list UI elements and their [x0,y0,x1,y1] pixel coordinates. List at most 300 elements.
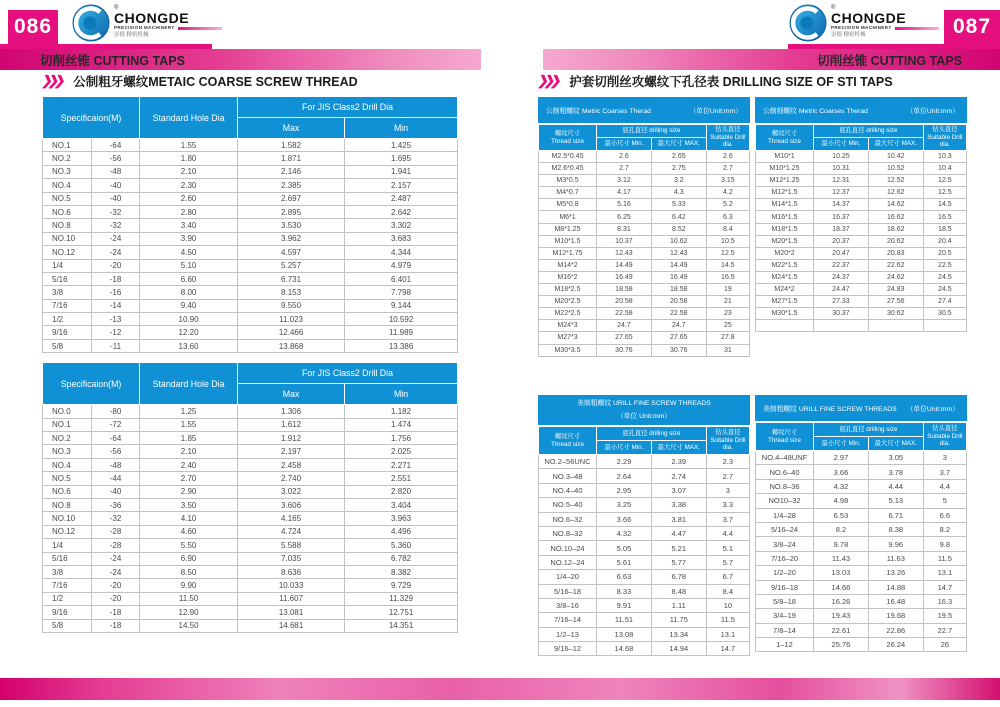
table-cell: NO.8 [43,219,92,232]
col-group-drilling: 底孔直径 drilling size [597,427,707,441]
table-cell: NO.0 [43,405,92,418]
table-row [539,320,750,332]
table-cell: 4.32 [814,479,869,493]
col-group-jis: For JIS Class2 Drill Dia [238,363,458,384]
page-number-badge-left: 086 [8,10,58,44]
table-cell: 2.7 [706,163,749,175]
table-row [756,580,967,594]
section-bar-label: 切削丝锥 CUTTING TAPS [40,53,185,68]
table-cell: 3.530 [238,219,345,232]
table-cell: 19.5 [923,609,966,623]
table-cell: NO.2 [43,432,92,445]
table-cell: NO.3 [43,165,92,178]
table-cell: -20 [91,579,139,592]
table-cell: 19 [706,284,749,296]
table-cell: 13.08 [597,627,652,641]
table-cell: 10.42 [868,151,923,163]
table-cell: 2.740 [238,472,345,485]
table-cell: 14.681 [238,619,345,632]
table-cell: 6.731 [238,272,345,285]
table-cell: 2.97 [814,451,869,465]
table-cell: 16.3 [923,594,966,608]
table-cell: 14.49 [651,259,706,271]
table-cell: 10.31 [814,163,869,175]
table-cell: 5/16–18 [539,584,597,598]
table-cell: 31 [706,344,749,356]
table-row [539,332,750,344]
table-cell: 9.8 [923,537,966,551]
table-row [756,284,967,296]
table-cell: 8.50 [140,565,238,578]
table-cell: -28 [91,539,139,552]
table-row [43,139,458,152]
table-cell: 1/2 [43,313,92,326]
table-cell: M18*1.5 [756,223,814,235]
table-cell: 1.55 [140,139,238,152]
table-row [539,541,750,555]
table-cell: 1.425 [345,139,458,152]
table-cell: 3.022 [238,485,345,498]
table-cell: 7/16 [43,579,92,592]
table-cell: 24.62 [868,271,923,283]
table-cell: 12.5 [923,187,966,199]
table-cell: 2.458 [238,458,345,471]
col-min: 最小尺寸 Min. [597,441,652,455]
table-cell: NO.2 [43,152,92,165]
table-cell: 13.1 [706,627,749,641]
table-row [539,512,750,526]
table-row [539,211,750,223]
us-coarse-table [538,395,750,656]
table-cell: M20*2 [756,247,814,259]
page-title-text: 公制粗牙螺纹METAIC COARSE SCREW THREAD [73,74,358,89]
table-cell: 7/16–20 [756,551,814,565]
table-cell: -24 [91,232,139,245]
table-row [539,271,750,283]
table-cell: 10.90 [140,313,238,326]
chevron-icon: ❯❯❯ [40,72,63,88]
table-cell: NO.12 [43,525,92,538]
table-cell: 2.90 [140,485,238,498]
table-row [756,623,967,637]
table-cell: 16.62 [868,211,923,223]
footer-gradient-bar [0,678,1000,700]
table-cell: 5.588 [238,539,345,552]
table-cell: 2.025 [345,445,458,458]
table-cell: 3.66 [597,512,652,526]
table-cell: 2.197 [238,445,345,458]
brand-chinese: 崇德 精密机械 [831,31,866,38]
table-row [756,320,967,332]
table-cell: 1/2–13 [539,627,597,641]
table-cell: 2.7 [597,163,652,175]
table-cell: 1.85 [140,432,238,445]
table-cell: M6*1 [539,211,597,223]
col-max: 最大尺寸 MAX. [651,441,706,455]
table-cell: 3.7 [706,512,749,526]
table-cell: 2.271 [345,458,458,471]
table-cell: 10.37 [597,235,652,247]
table-cell: M24*3 [539,320,597,332]
table-body [43,139,458,353]
table-cell: 4.165 [238,512,345,525]
table-cell: 12.31 [814,175,869,187]
table-cell: -56 [91,445,139,458]
table-cell: 8.153 [238,286,345,299]
table-cell: 13.60 [140,339,238,352]
table-cell: 5.360 [345,539,458,552]
table-cell: 5.50 [140,539,238,552]
table-cell: 5.13 [868,494,923,508]
us-fine-table [755,395,967,652]
table-cell: 10 [706,598,749,612]
table-cell: NO.12 [43,246,92,259]
table-cell: 18.37 [814,223,869,235]
table-header [43,97,458,139]
table-cell: 8.38 [868,522,923,536]
table-cell: 1.912 [238,432,345,445]
col-standard-hole: Standard Hole Dia [140,363,238,405]
table-cell: 11.607 [238,592,345,605]
table-row [43,539,458,552]
table-row [539,613,750,627]
table-cell: 14.7 [923,580,966,594]
table-cell: 8.4 [706,223,749,235]
table-cell: 14.37 [814,199,869,211]
table-cell: 11.989 [345,326,458,339]
table-cell: 5 [923,494,966,508]
table-cell: 10.4 [923,163,966,175]
table-cell: 24.7 [597,320,652,332]
table-row [43,485,458,498]
table-cell: NO.4–40 [539,483,597,497]
table-cell: -36 [91,498,139,511]
brand-name: CHONGDE [831,10,907,26]
table-cell: 14.7 [706,642,749,656]
table-cell: 8.52 [651,223,706,235]
table-header [539,125,750,151]
table-cell: 12.52 [868,175,923,187]
table-cell: 2.60 [140,192,238,205]
table-cell: M20*1.5 [756,235,814,247]
table-cell: -32 [91,219,139,232]
table-row [756,494,967,508]
table-cell: 5/16–24 [756,522,814,536]
table-cell: 26 [923,638,966,652]
table-cell: 24.5 [923,271,966,283]
table-cell [814,320,869,332]
page-title-left [42,72,358,89]
table-cell: 20.4 [923,235,966,247]
table-cell: 4.10 [140,512,238,525]
table-cell: 16.5 [706,271,749,283]
table-cell: 3.683 [345,232,458,245]
table-cell: 5/8–18 [756,594,814,608]
table-cell: 6.6 [923,508,966,522]
table-cell: 2.95 [597,483,652,497]
table-row [756,465,967,479]
table-cell: 2.697 [238,192,345,205]
table-cell: 1.474 [345,418,458,431]
table-row [539,526,750,540]
table-cell: 30.37 [814,308,869,320]
table-cell: 26.24 [868,638,923,652]
table-cell: 10.592 [345,313,458,326]
table-cell: 4.17 [597,187,652,199]
table-cell: 2.157 [345,179,458,192]
table-cell: NO.2–56UNC [539,455,597,469]
table-cell: -18 [91,619,139,632]
table-row [43,272,458,285]
table-cell: 16.49 [597,271,652,283]
table-cell: 4.979 [345,259,458,272]
table-cell: 14.94 [651,642,706,656]
table-cell: 6.78 [651,570,706,584]
table-row [539,455,750,469]
table-cell: 6.7 [706,570,749,584]
table-cell: 4.2 [706,187,749,199]
table-cell: 3.50 [140,498,238,511]
table-row [539,584,750,598]
table-cell: M14*2 [539,259,597,271]
table-cell: 2.29 [597,455,652,469]
table-cell: 9.78 [814,537,869,551]
col-group-drilling: 底孔直径 drilling size [814,125,924,138]
table-row [43,232,458,245]
section-bar-left [0,49,481,70]
table-row [539,308,750,320]
table-cell: NO.5 [43,192,92,205]
table-cell: M8*1.25 [539,223,597,235]
table-cell: 24.83 [868,284,923,296]
table-cell: 7.798 [345,286,458,299]
table-cell: 1/2–20 [756,566,814,580]
table-cell: 11.5 [706,613,749,627]
table-row [539,296,750,308]
table-cell: 25 [706,320,749,332]
table-cell: 2.487 [345,192,458,205]
chevron-icon: ❯❯❯ [536,72,559,88]
table-cell: M10*1.25 [756,163,814,175]
col-max: Max [238,118,345,139]
table-cell: -80 [91,405,139,418]
table-row [539,598,750,612]
table-cell: 4.344 [345,246,458,259]
metric-coarse-table [538,97,750,357]
table-cell: -32 [91,205,139,218]
table-body [43,405,458,633]
table-cell: NO.1 [43,139,92,152]
table-cell: M5*0.8 [539,199,597,211]
table-row [756,609,967,623]
table-cell: 6.90 [140,552,238,565]
col-max: Max [238,384,345,405]
col-max: 最大尺寸 MAX. [651,138,706,151]
brand-subtitle: PRECISION MACHINERY [831,25,892,30]
table-cell: -24 [91,565,139,578]
table-cell: NO.1 [43,418,92,431]
table-cell: 20.58 [597,296,652,308]
col-suitable-drill: 钻头直径 Suitable Drill dia. [923,125,966,151]
table-cell: 3.3 [706,498,749,512]
table-cell: 7/16 [43,299,92,312]
table-cell: 8.00 [140,286,238,299]
table-cell: 2.80 [140,205,238,218]
table-row [756,594,967,608]
table-cell: 4.496 [345,525,458,538]
table-cell: 1.182 [345,405,458,418]
table-row [756,522,967,536]
table-row [43,619,458,632]
table-cell: 2.6 [706,151,749,163]
table-cell: -20 [91,592,139,605]
table-cell: 5.33 [651,199,706,211]
table-cell: 9.144 [345,299,458,312]
table-row [756,451,967,465]
globe-icon [789,4,827,42]
table-cell: 2.3 [706,455,749,469]
table-unit-label: （单位 Unit:mm） [616,412,672,420]
table-row [43,246,458,259]
table-cell: 6.3 [706,211,749,223]
table-cell: NO.8–32 [539,526,597,540]
table-cell: 3.12 [597,175,652,187]
table-cell: 13.386 [345,339,458,352]
table-cell: 13.868 [238,339,345,352]
table-cell: 25.76 [814,638,869,652]
table-cell: 27.4 [923,296,966,308]
col-thread-size: 螺纹尺寸 Thread size [539,427,597,455]
table-row [43,606,458,619]
table-cell: 21 [706,296,749,308]
table-cell: 11.5 [923,551,966,565]
table-cell: 14.68 [597,642,652,656]
table-cell: 2.820 [345,485,458,498]
table-row [43,458,458,471]
table-cell: 6.782 [345,552,458,565]
table-cell: 12.43 [651,247,706,259]
table-cell: -56 [91,152,139,165]
table-cell: 2.40 [140,458,238,471]
table-row [756,223,967,235]
jis-class2-table-1 [42,96,458,353]
table-cell: 5.7 [706,555,749,569]
table-cell: 27.65 [651,332,706,344]
table-cell: 1/4–28 [756,508,814,522]
col-suitable-drill: 钻头直径 Suitable Drill dia. [923,423,966,451]
col-min: 最小尺寸 Min. [814,437,869,451]
table-cell: 20.83 [868,247,923,259]
table-cell: M18*2.5 [539,284,597,296]
brand-subtitle: PRECISION MACHINERY [114,25,175,30]
table-row [539,259,750,271]
table-cell: 3/8 [43,286,92,299]
table-cell: 2.74 [651,469,706,483]
table-cell: 27.33 [814,296,869,308]
table-row [539,284,750,296]
registered-mark: ® [114,5,119,11]
table-cell: M20*2.5 [539,296,597,308]
table-cell: M10*1 [756,151,814,163]
page-title-text: 护套切削丝攻螺纹下孔径表 DRILLING SIZE OF STI TAPS [569,74,893,89]
table-cell: 30.76 [597,344,652,356]
table-row [539,344,750,356]
table-cell: M24*1.5 [756,271,814,283]
table-cell: 5.16 [597,199,652,211]
table-header [43,363,458,405]
table-cell: 24.7 [651,320,706,332]
table-row [756,187,967,199]
table-cell: 5.1 [706,541,749,555]
table-cell: M22*2.5 [539,308,597,320]
table-row [43,405,458,418]
table-cell: 14.62 [868,199,923,211]
table-cell: 3 [923,451,966,465]
table-row [43,565,458,578]
table-cell: -16 [91,286,139,299]
table-cell: 4.44 [868,479,923,493]
table-cell: 2.70 [140,472,238,485]
table-cell: 9.40 [140,299,238,312]
table-row [43,205,458,218]
table-cell: 8.33 [597,584,652,598]
table-cell: 18.58 [597,284,652,296]
table-cell: -32 [91,512,139,525]
table-header [539,427,750,455]
col-thread-size: 螺纹尺寸 Thread size [756,423,814,451]
table-header [756,423,967,451]
table-row [539,469,750,483]
table-cell: 12.5 [923,175,966,187]
table-row [43,339,458,352]
table-cell: 7/16–14 [539,613,597,627]
table-row [539,223,750,235]
table-cell: 24.37 [814,271,869,283]
metric-fine-table [755,97,967,332]
table-cell: 5.2 [706,199,749,211]
table-cell: 8.636 [238,565,345,578]
table-title-text: 美制粗螺纹 URILL FINE SCREW THREADS [763,406,897,413]
col-min: 最小尺寸 Min. [814,138,869,151]
table-row [43,472,458,485]
table-row [43,286,458,299]
table-cell: -20 [91,259,139,272]
table-cell: M27*1.5 [756,296,814,308]
logo-text [114,4,222,38]
col-min: 最小尺寸 Min. [597,138,652,151]
table-row [43,552,458,565]
table-row [539,247,750,259]
table-cell [923,320,966,332]
table-row [539,498,750,512]
table-cell: 2.64 [597,469,652,483]
table-cell: 2.551 [345,472,458,485]
table-cell: 10.25 [814,151,869,163]
table-cell: 14.351 [345,619,458,632]
table-cell: NO.3 [43,445,92,458]
table-cell: 10.5 [706,235,749,247]
table-cell: 11.51 [597,613,652,627]
table-cell: 3.78 [868,465,923,479]
table-row [756,479,967,493]
table-row [43,512,458,525]
table-cell: 1/4–20 [539,570,597,584]
brand-chinese: 崇德 精密机械 [114,31,149,38]
table-cell: 24.5 [923,284,966,296]
col-thread-size: 螺纹尺寸 Thread size [539,125,597,151]
table-cell: NO.8–36 [756,479,814,493]
table-cell: 18.62 [868,223,923,235]
